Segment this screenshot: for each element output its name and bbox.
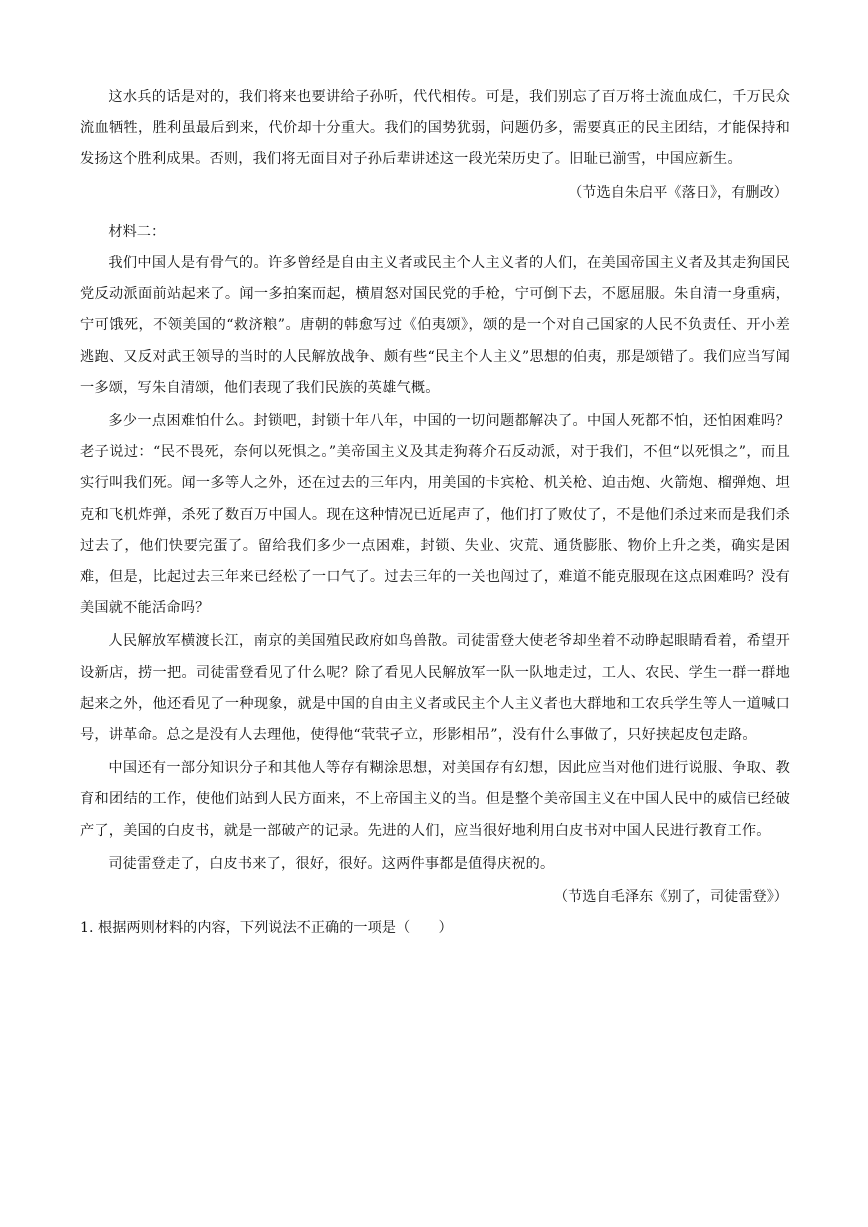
question-1: 1. 根据两则材料的内容，下列说法不正确的一项是（ ） (80, 920, 453, 937)
material-one-paragraph: 这水兵的话是对的，我们将来也要讲给子孙听，代代相传。可是，我们别忘了百万将士流血成仁，千万民众流血牺牲，胜利虽最后到来，代价却十分重大。我们的国势犹弱，问题仍多，需要真正的民主团结，才能保持和发扬这个胜利成果。否则，我们将无面目对子孙后辈讲述这一段光荣历史了。旧耻已湔雪，中国应新生。 (80, 89, 790, 168)
material-two-paragraph-4: 中国还有一部分知识分子和其他人等存有糊涂思想，对美国存有幻想，因此应当对他们进行说服、争取、教育和团结的工作，使他们站到人民方面来，不上帝国主义的当。但是整个美帝国主义在中国人民中的威信已经破产了，美国的白皮书，就是一部破产的记录。先进的人们，应当很好地利用白皮书对中国人民进行教育工作。 (80, 760, 790, 839)
material-two-heading: 材料二： (108, 223, 166, 240)
material-two-paragraph-1: 我们中国人是有骨气的。许多曾经是自由主义者或民主个人主义者的人们，在美国帝国主义者及其走狗国民党反动派面前站起来了。闻一多拍案而起，横眉怒对国民党的手枪，宁可倒下去，不愿屈服。朱自清一身重病，宁可饿死，不领美国的“救济粮”。唐朝的韩愈写过《伯夷颂》，颂的是一个对自己国家的人民不负责任、开小差逃跑、又反对武王领导的当时的人民解放战争、颇有些“民主个人主义”思想的伯夷，那是颂错了。我们应当写闻一多颂，写朱自清颂，他们表现了我们民族的英雄气概。 (80, 255, 790, 396)
material-two-source: （节选自毛泽东《别了，司徒雷登》） (553, 889, 788, 906)
material-one-source: （节选自朱启平《落日》，有删改） (568, 184, 788, 201)
document-page (80, 82, 790, 944)
material-two-paragraph-5: 司徒雷登走了，白皮书来了，很好，很好。这两件事都是值得庆祝的。 (108, 855, 555, 872)
material-two-paragraph-2: 多少一点困难怕什么。封锁吧，封锁十年八年，中国的一切问题都解决了。中国人死都不怕，还怕困难吗？老子说过：“民不畏死，奈何以死惧之。”美帝国主义及其走狗蒋介石反动派，对于我们，不但“以死惧之”，而且实行叫我们死。闻一多等人之外，还在过去的三年内，用美国的卡宾枪、机关枪、迫击炮、火箭炮、榴弹炮、坦克和飞机炸弹，杀死了数百万中国人。现在这种情况已近尾声了，他们打了败仗了，不是他们杀过来而是我们杀过去了，他们快要完蛋了。留给我们多少一点困难，封锁、失业、灾荒、通货膨胀、物价上升之类，确实是困难，但是，比起过去三年来已经松了一口气了。过去三年的一关也闯过了，难道不能克服现在这点困难吗？没有美国就不能活命吗？ (80, 413, 790, 617)
material-two-paragraph-3: 人民解放军横渡长江，南京的美国殖民政府如鸟兽散。司徒雷登大使老爷却坐着不动睁起眼睛看着，希望开设新店，捞一把。司徒雷登看见了什么呢？除了看见人民解放军一队一队地走过，工人、农民、学生一群一群地起来之外，他还看见了一种现象，就是中国的自由主义者或民主个人主义者也大群地和工农兵学生等人一道喊口号，讲革命。总之是没有人去理他，使得他“茕茕孑立，形影相吊”，没有什么事做了，只好挟起皮包走路。 (80, 633, 790, 744)
